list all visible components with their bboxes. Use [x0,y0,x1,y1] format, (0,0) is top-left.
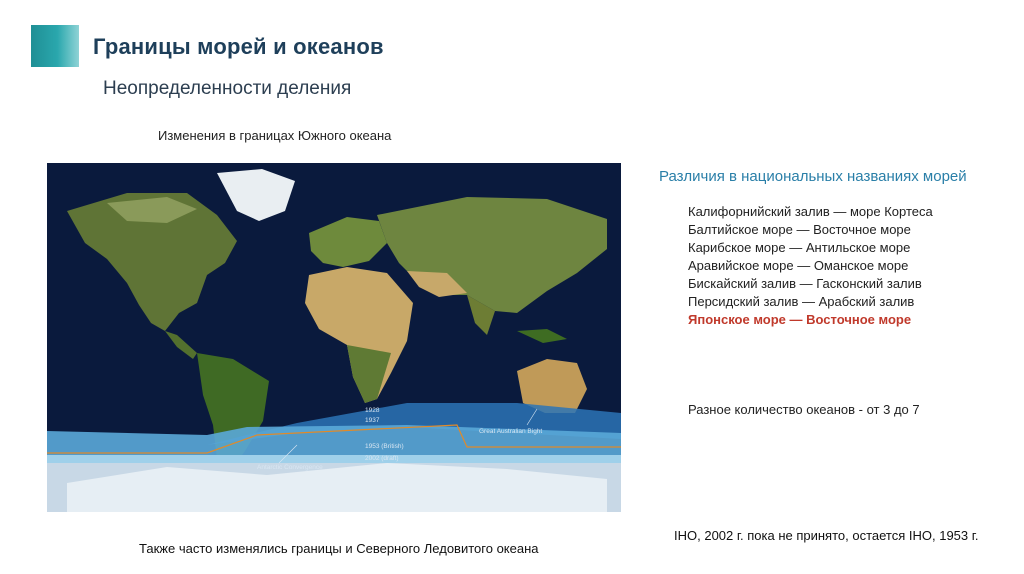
sea-name-list [688,203,933,329]
names-heading: Различия в национальных названиях морей [659,168,967,185]
map-band-1953 [47,455,621,463]
list-item: Балтийское море — Восточное море [688,222,911,237]
oceans-count-note: Разное количество океанов - от 3 до 7 [688,402,920,417]
slide-subtitle: Неопределенности деления [103,78,352,99]
map-label-antarctic-convergence: Antarctic Convergence [257,464,323,471]
list-item: Бискайский залив — Гасконский залив [688,276,922,291]
highlighted-list-item: Японское море — Восточное море [688,312,912,327]
list-item: Персидский залив — Арабский залив [688,294,915,309]
map-label-1937: 1937 [365,417,380,424]
map-label-great-australian-bight: Great Australian Bight [479,428,543,435]
map-label-1928: 1928 [365,407,380,414]
title-accent-block [31,25,79,67]
world-map-image [47,163,621,512]
list-item: Аравийское море — Оманское море [688,258,909,273]
list-item: Калифорнийский залив — море Кортеса [688,204,933,219]
map-label-1953: 1953 (British) [365,443,404,450]
slide-title: Границы морей и океанов [93,34,384,59]
world-map [47,163,621,512]
arctic-caption: Также часто изменялись границы и Северного Ледовитого океана [139,541,539,556]
map-caption: Изменения в границах Южного океана [158,128,392,143]
iho-note: IHO, 2002 г. пока не принято, остается IHO, 1953 г. [674,528,979,543]
list-item: Карибское море — Антильское море [688,240,911,255]
map-label-2002: 2002 (draft) [365,455,399,462]
